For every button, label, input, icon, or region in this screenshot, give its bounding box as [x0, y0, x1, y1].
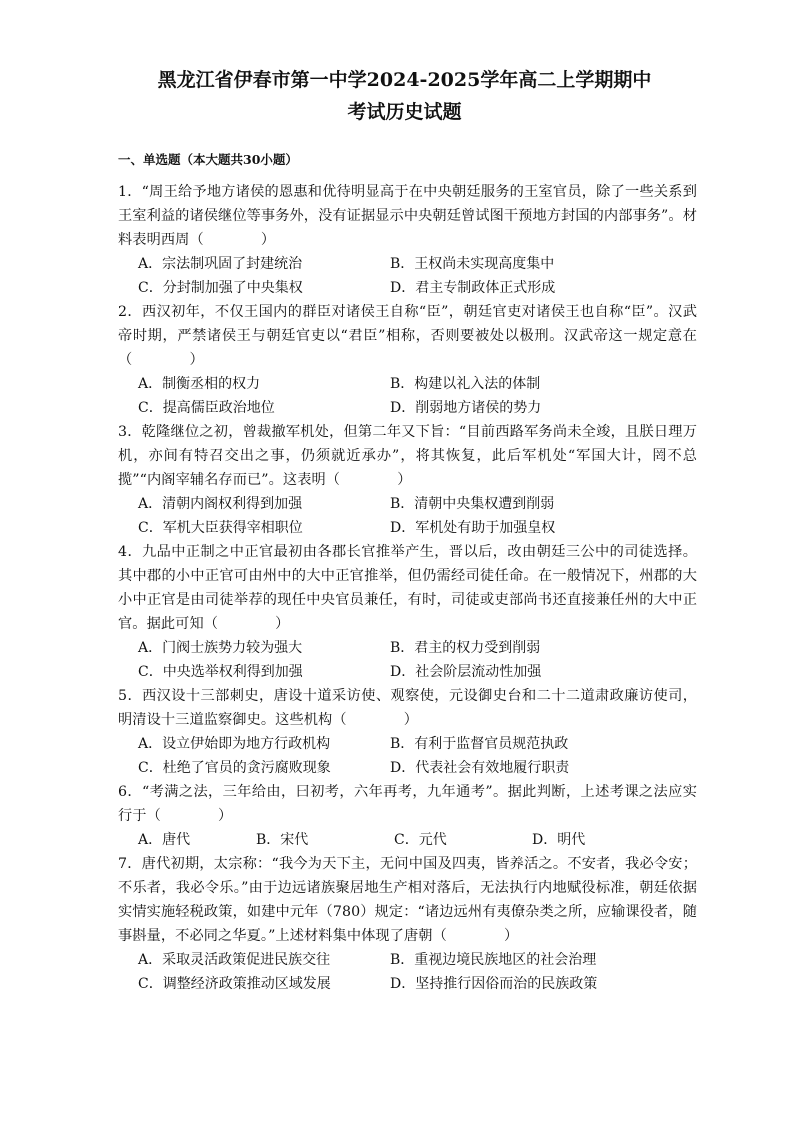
option-d[interactable]: D．坚持推行因俗而治的民族政策	[390, 976, 598, 992]
question-5	[118, 684, 697, 780]
question-stem: 3．乾隆继位之初，曾裁撤军机处，但第二年又下旨：“目前西路军务尚未全竣，且朕日理万机，亦间有特召交出之事，仍须就近承办”，将其恢复，此后军机处“军国大计，罔不总揽”“内阁宰辅名存而已”。这表明（ ）	[118, 424, 697, 488]
question-4	[118, 540, 697, 684]
question-options	[118, 948, 697, 996]
option-a[interactable]: A．宗法制巩固了封建统治	[138, 256, 303, 272]
option-d[interactable]: D．明代	[532, 832, 586, 848]
question-stem: 6．“考满之法，三年给由，曰初考，六年再考，九年通考”。据此判断，上述考课之法应实行于（ ）	[118, 784, 697, 824]
question-7	[118, 852, 697, 996]
option-d[interactable]: D．君主专制政体正式形成	[390, 280, 556, 296]
question-3	[118, 420, 697, 540]
exam-title-line2: 考试历史试题	[347, 101, 462, 123]
question-options	[118, 252, 697, 300]
option-b[interactable]: B．王权尚未实现高度集中	[390, 256, 555, 272]
option-b[interactable]: B．重视边境民族地区的社会治理	[390, 952, 597, 968]
option-c[interactable]: C．中央选举权利得到加强	[138, 664, 303, 680]
question-options	[118, 636, 697, 684]
exam-title-line1: 黑龙江省伊春市第一中学2024-2025学年高二上学期期中	[157, 69, 652, 91]
option-a[interactable]: A．设立伊始即为地方行政机构	[138, 736, 331, 752]
option-a[interactable]: A．采取灵活政策促进民族交往	[138, 952, 331, 968]
option-b[interactable]: B．宋代	[256, 832, 309, 848]
option-b[interactable]: B．有利于监督官员规范执政	[390, 736, 569, 752]
exam-title	[112, 64, 697, 128]
question-stem: 4．九品中正制之中正官最初由各郡长官推举产生，晋以后，改由朝廷三公中的司徒选择。其中郡的小中正官可由州中的大中正官推举，但仍需经司徒任命。在一般情况下，州郡的大小中正官是由司徒举荐的现任中央官员兼任，有时，司徒或吏部尚书还直接兼任州的大中正官。据此可知（ ）	[118, 544, 697, 632]
option-d[interactable]: D．社会阶层流动性加强	[390, 664, 542, 680]
option-c[interactable]: C．军机大臣获得宰相职位	[138, 520, 303, 536]
question-6	[118, 780, 697, 852]
option-c[interactable]: C．杜绝了官员的贪污腐败现象	[138, 760, 331, 776]
option-a[interactable]: A．清朝内阁权利得到加强	[138, 496, 303, 512]
option-c[interactable]: C．调整经济政策推动区域发展	[138, 976, 331, 992]
section-heading: 一、单选题（本大题共30小题）	[118, 152, 298, 167]
question-options	[118, 492, 697, 540]
option-c[interactable]: C．分封制加强了中央集权	[138, 280, 303, 296]
question-stem: 5．西汉设十三部刺史，唐设十道采访使、观察使，元设御史台和二十二道肃政廉访使司，明清设十三道监察御史。这些机构（ ）	[118, 688, 697, 728]
option-b[interactable]: B．君主的权力受到削弱	[390, 640, 541, 656]
option-d[interactable]: D．削弱地方诸侯的势力	[390, 400, 542, 416]
question-2	[118, 300, 697, 420]
option-a[interactable]: A．制衡丞相的权力	[138, 376, 261, 392]
question-stem: 1．“周王给予地方诸侯的恩惠和优待明显高于在中央朝廷服务的王室官员，除了一些关系到王室利益的诸侯继位等事务外，没有证据显示中央朝廷曾试图干预地方封国的内部事务”。材料表明西周（ ）	[118, 184, 697, 248]
option-c[interactable]: C．提高儒臣政治地位	[138, 400, 275, 416]
option-d[interactable]: D．军机处有助于加强皇权	[390, 520, 556, 536]
question-options	[118, 372, 697, 420]
option-d[interactable]: D．代表社会有效地履行职责	[390, 760, 570, 776]
question-stem: 2．西汉初年，不仅王国内的群臣对诸侯王自称“臣”，朝廷官吏对诸侯王也自称“臣”。汉武帝时期，严禁诸侯王与朝廷官吏以“君臣”相称，否则要被处以极刑。汉武帝这一规定意在（ ）	[118, 304, 697, 368]
option-a[interactable]: A．门阀士族势力较为强大	[138, 640, 303, 656]
option-b[interactable]: B．清朝中央集权遭到削弱	[390, 496, 555, 512]
question-stem: 7．唐代初期，太宗称：“我今为天下主，无问中国及四夷，皆养活之。不安者，我必令安；不乐者，我必令乐。”由于边远诸族聚居地生产相对落后，无法执行内地赋役标准，朝廷依据实情实施轻税政策，如建中元年（780）规定：“诸边远州有夷僚杂类之所，应输课役者，随事斟量，不必同之华夏。”上述材料集中体现了唐朝（ ）	[118, 856, 697, 944]
option-a[interactable]: A．唐代	[138, 832, 191, 848]
question-options	[118, 828, 697, 852]
option-c[interactable]: C．元代	[394, 832, 447, 848]
question-1	[118, 180, 697, 300]
option-b[interactable]: B．构建以礼入法的体制	[390, 376, 541, 392]
question-options	[118, 732, 697, 780]
